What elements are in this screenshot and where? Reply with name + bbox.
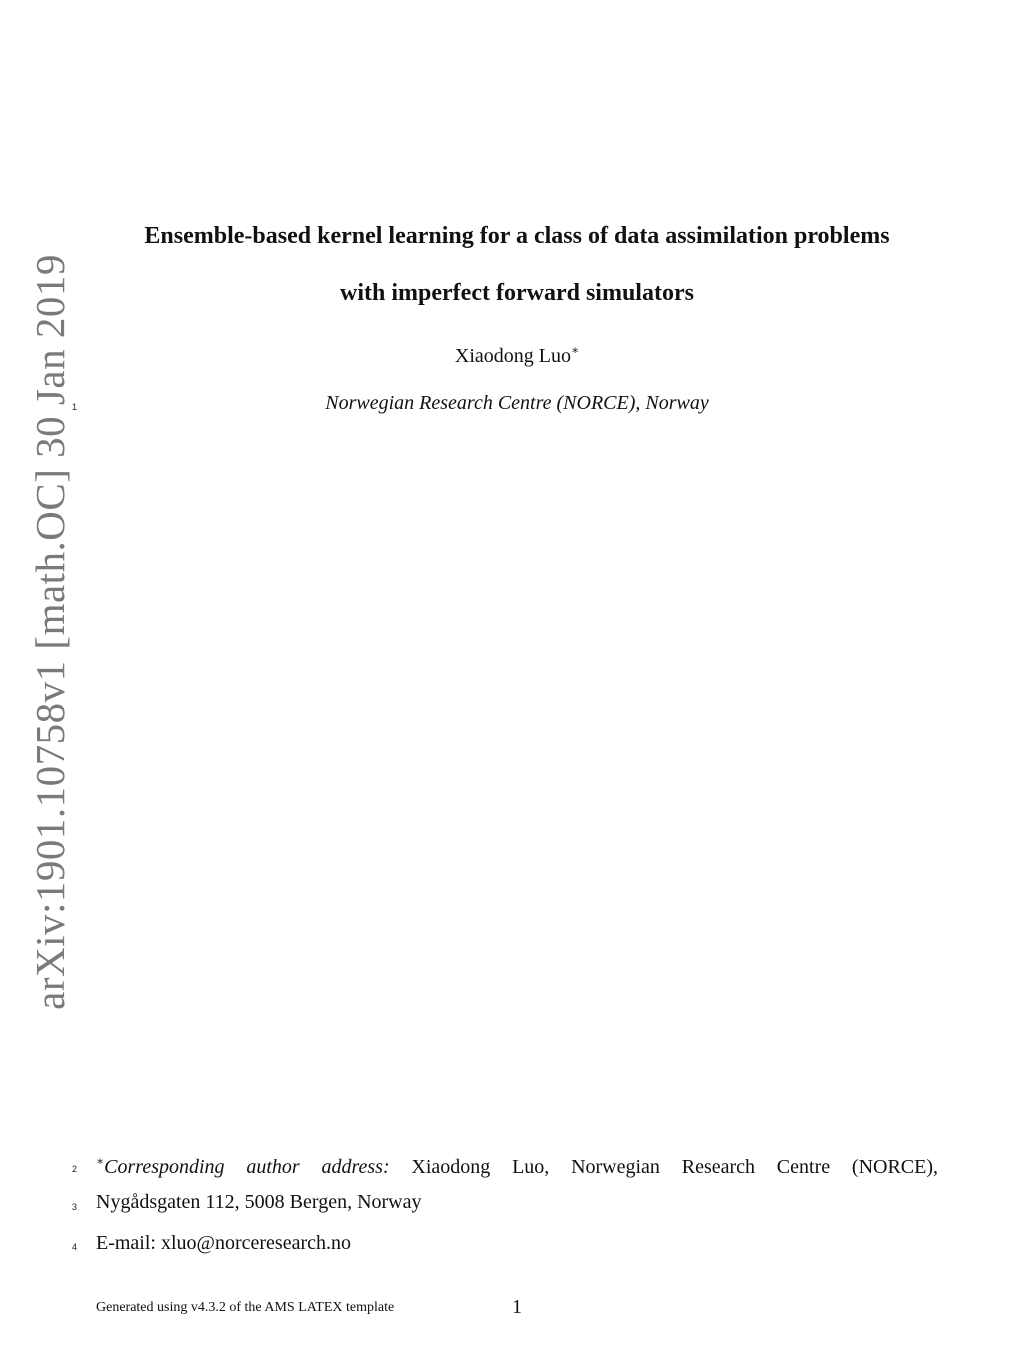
footnote-label: Corresponding author address: xyxy=(104,1156,390,1178)
line-number-4: 4 xyxy=(72,1242,78,1252)
footnote-line-1-text: Xiaodong Luo, Norwegian Research Centre (NORCE), xyxy=(411,1156,939,1178)
line-number-3: 3 xyxy=(72,1202,78,1212)
footnote-line-1 xyxy=(96,1154,938,1179)
line-number-2: 2 xyxy=(72,1164,78,1174)
paper-title-line-1: Ensemble-based kernel learning for a class of data assimilation problems xyxy=(144,223,890,249)
footnote-marker: ∗ xyxy=(96,1154,105,1168)
author-line xyxy=(0,343,1024,368)
author-name: Xiaodong Luo xyxy=(454,345,571,367)
paper-title-line-2: with imperfect forward simulators xyxy=(340,280,694,306)
page-number: 1 xyxy=(512,1296,522,1318)
footnote-line-2: Nygådsgaten 112, 5008 Bergen, Norway xyxy=(96,1191,422,1213)
template-note: Generated using v4.3.2 of the AMS LATEX template xyxy=(96,1300,395,1315)
footnote-email-line: E-mail: xluo@norceresearch.no xyxy=(96,1232,351,1254)
arxiv-identifier-stamp: arXiv:1901.10758v1 [math.OC] 30 Jan 2019 xyxy=(27,254,73,1010)
author-affiliation: Norwegian Research Centre (NORCE), Norway xyxy=(325,392,709,414)
line-number-1: 1 xyxy=(72,402,78,412)
author-footnote-marker: ∗ xyxy=(570,343,580,357)
